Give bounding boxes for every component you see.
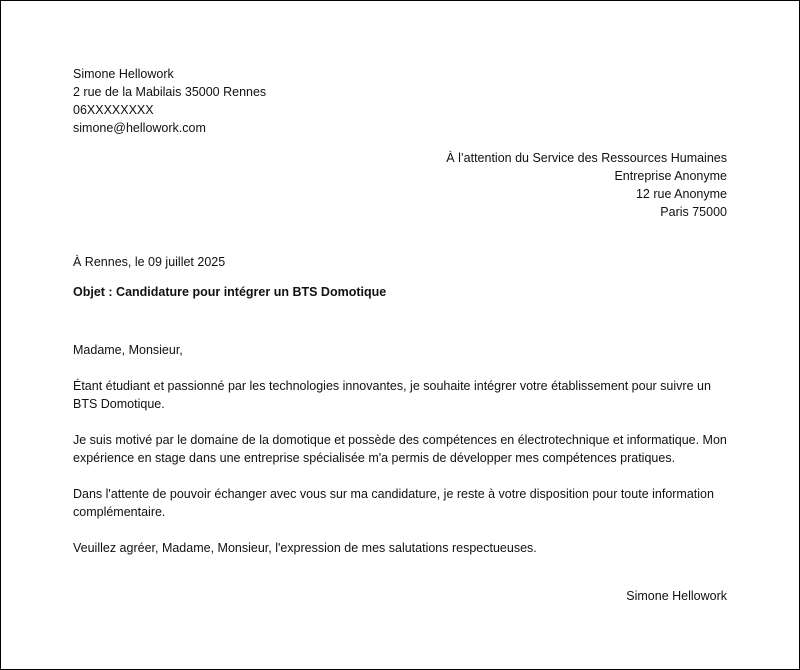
sender-block <box>73 65 266 137</box>
sender-address: 2 rue de la Mabilais 35000 Rennes <box>73 85 267 99</box>
body-paragraph: Dans l'attente de pouvoir échanger avec vous sur ma candidature, je reste à votre disposition pour toute information complémentaire. <box>73 487 714 519</box>
body-paragraph: Je suis motivé par le domaine de la domotique et possède des compétences en électrotechnique et informatique. Mon expérience en stage dans une entreprise spécialisée m'a permis de développer mes compétences pratiques. <box>73 433 727 465</box>
letter-date: À Rennes, le 09 juillet 2025 <box>73 255 226 269</box>
letter-subject: Objet : Candidature pour intégrer un BTS Domotique <box>73 285 387 299</box>
closing-paragraph: Veuillez agréer, Madame, Monsieur, l'expression de mes salutations respectueuses. <box>73 541 537 555</box>
letter-body <box>73 341 733 575</box>
signature: Simone Hellowork <box>626 589 727 603</box>
sender-email: simone@hellowork.com <box>73 121 206 135</box>
recipient-block <box>446 149 727 221</box>
salutation: Madame, Monsieur, <box>73 343 183 357</box>
sender-phone: 06XXXXXXXX <box>73 103 154 117</box>
recipient-city: Paris 75000 <box>660 205 727 219</box>
recipient-company: Entreprise Anonyme <box>614 169 727 183</box>
recipient-attention: À l’attention du Service des Ressources Humaines <box>446 151 727 165</box>
body-paragraph: Étant étudiant et passionné par les technologies innovantes, je souhaite intégrer votre établissement pour suivre un BTS Domotique. <box>73 379 711 411</box>
recipient-street: 12 rue Anonyme <box>635 187 727 201</box>
sender-name: Simone Hellowork <box>73 67 174 81</box>
